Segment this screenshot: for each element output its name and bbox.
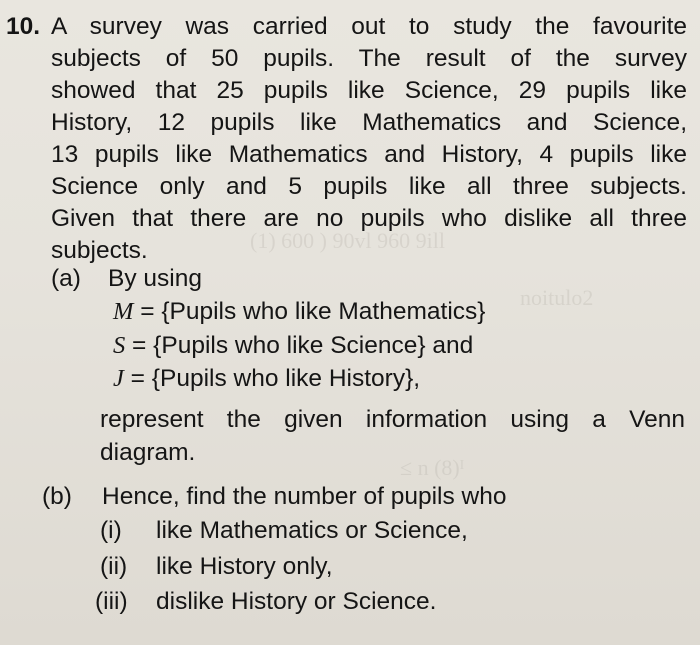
part-b-item-label: (i) (100, 517, 122, 544)
part-b-item-text: like Mathematics or Science, (156, 517, 468, 544)
stem-line: Given that there are no pupils who dislike all three (51, 205, 687, 232)
part-b-item-label: (ii) (100, 553, 128, 580)
part-b-item-text: dislike History or Science. (156, 588, 437, 615)
show-through-text: noitulo2 (520, 285, 594, 310)
stem-line: 13 pupils like Mathematics and History, 4 pupils like (51, 141, 687, 168)
set-text-m: = {Pupils who like Mathematics} (133, 298, 486, 325)
set-variable-s: S (113, 332, 126, 359)
instruction-line: diagram. (100, 439, 196, 466)
stem-line: subjects. (51, 237, 148, 264)
part-a-instruction (100, 405, 685, 468)
question-number: 10. (6, 13, 41, 40)
set-variable-m: M (113, 298, 134, 325)
instruction-line: represent the given information using a Venn (100, 406, 685, 433)
set-text-j: = {Pupils who like History}, (123, 365, 421, 392)
part-b-item-label: (iii) (95, 588, 128, 615)
part-b-intro: Hence, find the number of pupils who (102, 483, 507, 510)
set-variable-j: J (113, 365, 124, 392)
stem-line: History, 12 pupils like Mathematics and Science, (51, 109, 687, 136)
stem-line: showed that 25 pupils like Science, 29 pupils like (51, 77, 687, 104)
set-definition-j (113, 364, 420, 394)
part-b-item-text: like History only, (156, 553, 333, 580)
stem-line: Science only and 5 pupils like all three subjects. (51, 173, 687, 200)
part-a-label: (a) (51, 265, 81, 292)
stem-line: A survey was carried out to study the favourite (51, 13, 687, 40)
part-b-label: (b) (42, 483, 72, 510)
set-definition-s (113, 331, 473, 361)
stem-line: subjects of 50 pupils. The result of the survey (51, 45, 687, 72)
question-stem (51, 12, 687, 266)
set-definition-m (113, 297, 485, 327)
part-a-intro: By using (108, 265, 202, 292)
set-text-s: = {Pupils who like Science} and (125, 332, 474, 359)
show-through-text: ≤ n (8)ᴵ (400, 455, 465, 480)
show-through-text: (1) 600 ) 90vl 960 9ill (250, 228, 445, 253)
